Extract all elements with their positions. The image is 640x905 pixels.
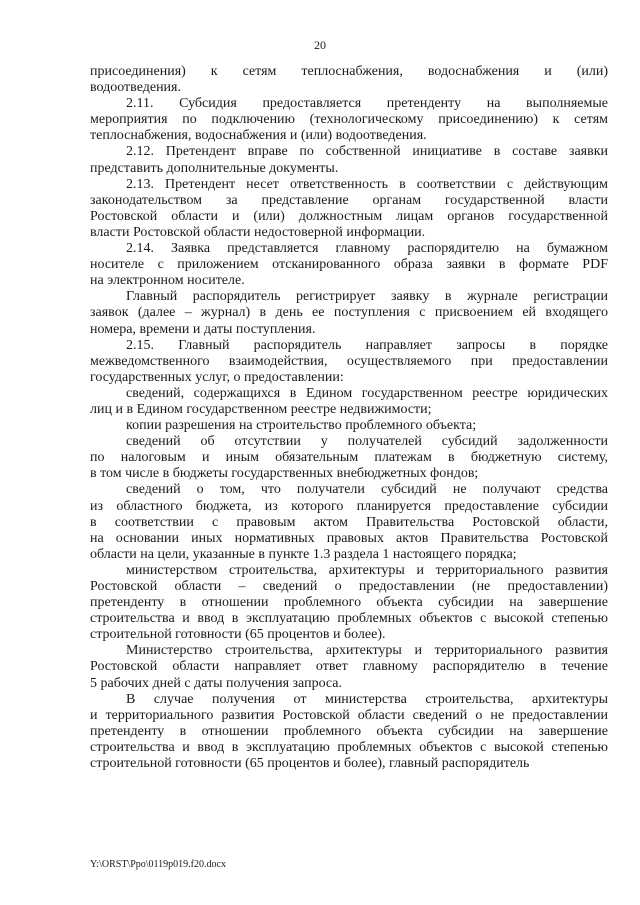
document-body <box>90 64 608 772</box>
paragraph-2-12 <box>90 144 608 176</box>
text-line: 2.11. Субсидия предоставляется претенденту на выполняемые <box>126 96 608 112</box>
text-line: представить дополнительные документы. <box>90 160 339 176</box>
text-line: и территориального развития Ростовской области сведений о не предоставлении <box>90 707 608 723</box>
text-line: лиц и в Едином государственном реестре недвижимости; <box>90 401 432 417</box>
text-line: в соответствии с правовым актом Правительства Ростовской области, <box>90 514 608 530</box>
text-line: в том числе в бюджеты государственных внебюджетных фондов; <box>90 466 479 482</box>
paragraph-egrul <box>90 386 608 418</box>
text-line: Главный распорядитель регистрирует заявку в журнале регистрации <box>126 289 608 305</box>
text-line: Ростовской области – сведений о предоставлении (не предоставлении) <box>90 579 608 594</box>
text-line: 2.12. Претендент вправе по собственной инициативе в составе заявки <box>126 144 608 160</box>
paragraph-ministry-info <box>90 563 608 643</box>
text-line: претенденту в отношении проблемного объекта субсидии на завершение <box>90 723 608 739</box>
page-number: 20 <box>314 38 326 52</box>
text-line: области на цели, указанные в пункте 1.3 раздела 1 настоящего порядка; <box>90 546 517 562</box>
text-line: Ростовской области и (или) должностным лицам органов государственной <box>90 208 608 224</box>
text-line: на основании иных нормативных правовых актов Правительства Ростовской <box>90 530 608 546</box>
paragraph-no-debt <box>90 434 608 482</box>
text-line: 2.14. Заявка представляется главному распорядителю на бумажном <box>126 241 608 257</box>
text-line: копии разрешения на строительство проблемного объекта; <box>126 418 477 434</box>
text-line: заявок (далее – журнал) в день ее поступления с присвоением ей входящего <box>90 305 608 321</box>
paragraph-no-other-funds <box>90 482 608 562</box>
text-line: сведений, содержащихся в Едином государственном реестре юридических <box>126 385 608 401</box>
text-line: сведений об отсутствии у получателей субсидий задолженности <box>126 434 608 450</box>
text-line: Министерство строительства, архитектуры и территориального развития <box>126 643 608 659</box>
paragraph-continuation <box>90 64 608 96</box>
paragraph-permit <box>90 418 608 434</box>
text-line: В случае получения от министерства строительства, архитектуры <box>126 691 608 707</box>
text-line: строительной готовности (65 процентов и более). <box>90 627 386 643</box>
text-line: Ростовской области направляет ответ главному распорядителю в течение <box>90 659 608 675</box>
text-line: присоединения) к сетям теплоснабжения, водоснабжения и (или) <box>90 64 608 79</box>
text-line: 2.13. Претендент несет ответственность в соответствии с действующим <box>126 176 608 192</box>
text-line: межведомственного взаимодействия, осуществляемого при предоставлении <box>90 353 608 369</box>
text-line: мероприятия по подключению (технологическому присоединению) к сетям <box>90 112 608 128</box>
paragraph-ministry-response <box>90 643 608 691</box>
text-line: министерством строительства, архитектуры и территориального развития <box>126 562 608 578</box>
paragraph-2-15 <box>90 338 608 386</box>
text-line: на электронном носителе. <box>90 273 245 289</box>
text-line: законодательством за представление органам государственной власти <box>90 192 608 208</box>
text-line: номера, времени и даты поступления. <box>90 321 316 337</box>
text-line: строительной готовности (65 процентов и более), главный распорядитель <box>90 756 530 772</box>
text-line: претенденту в отношении проблемного объекта субсидии на завершение <box>90 595 608 611</box>
text-line: строительства и ввод в эксплуатацию проблемных объектов с высокой степенью <box>90 611 608 627</box>
text-line: 5 рабочих дней с даты получения запроса. <box>90 675 343 691</box>
text-line: водоотведения. <box>90 80 181 96</box>
text-line: носителе с приложением отсканированного образа заявки в формате PDF <box>90 257 608 273</box>
text-line: 2.15. Главный распорядитель направляет запросы в порядке <box>126 337 608 353</box>
paragraph-in-case <box>90 692 608 772</box>
text-line: сведений о том, что получатели субсидий не получают средства <box>126 482 608 498</box>
text-line: государственных услуг, о предоставлении: <box>90 369 344 385</box>
text-line: строительства и ввод в эксплуатацию проблемных объектов с высокой степенью <box>90 739 608 755</box>
footer-file-path: Y:\ORST\Ppo\0119p019.f20.docx <box>90 859 226 870</box>
text-line: из областного бюджета, из которого планируется предоставление субсидии <box>90 498 608 514</box>
text-line: власти Ростовской области недостоверной информации. <box>90 224 426 240</box>
paragraph-2-14 <box>90 241 608 289</box>
paragraph-2-11 <box>90 96 608 144</box>
text-line: теплоснабжения, водоснабжения и (или) водоотведения. <box>90 128 427 144</box>
text-line: по налоговым и иным обязательным платежам в бюджетную систему, <box>90 450 608 466</box>
paragraph-registration <box>90 289 608 337</box>
paragraph-2-13 <box>90 177 608 241</box>
